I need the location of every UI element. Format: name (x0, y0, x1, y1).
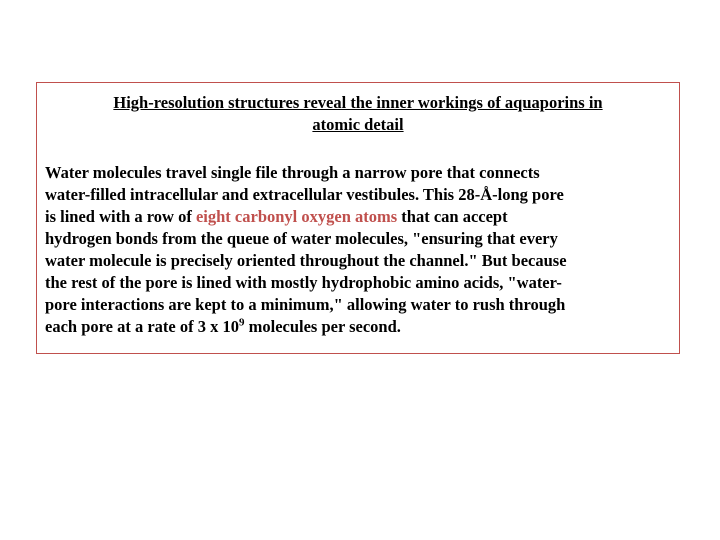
body-line-3-end: that can accept (397, 207, 508, 226)
heading (37, 92, 679, 136)
heading-line-2: atomic detail (312, 115, 404, 134)
body-line-1: Water molecules travel single file through a narrow pore that connects (45, 163, 540, 182)
highlighted-phrase: eight carbonyl oxygen atoms (195, 207, 398, 226)
body-line-6: the rest of the pore is lined with mostly hydrophobic amino acids, "water- (45, 273, 562, 292)
body-line-5: water molecule is precisely oriented throughout the channel." But because (45, 251, 567, 270)
body-line-4: hydrogen bonds from the queue of water molecules, "ensuring that every (45, 229, 558, 248)
body-paragraph (45, 162, 685, 338)
body-line-3-start: is lined with a row of (45, 207, 196, 226)
body-line-3 (45, 206, 685, 228)
body-line-8-start: each pore at a rate of 3 x 10 (45, 317, 239, 336)
body-line-8-end: molecules per second. (244, 317, 401, 336)
body-line-7: pore interactions are kept to a minimum," allowing water to rush through (45, 295, 566, 314)
text-box (36, 82, 680, 354)
body-line-2: water-filled intracellular and extracellular vestibules. This 28-Å-long pore (45, 185, 564, 204)
exponent: 9 (238, 316, 245, 329)
heading-line-1: High-resolution structures reveal the inner workings of aquaporins in (113, 93, 603, 112)
body-line-8 (45, 316, 685, 338)
